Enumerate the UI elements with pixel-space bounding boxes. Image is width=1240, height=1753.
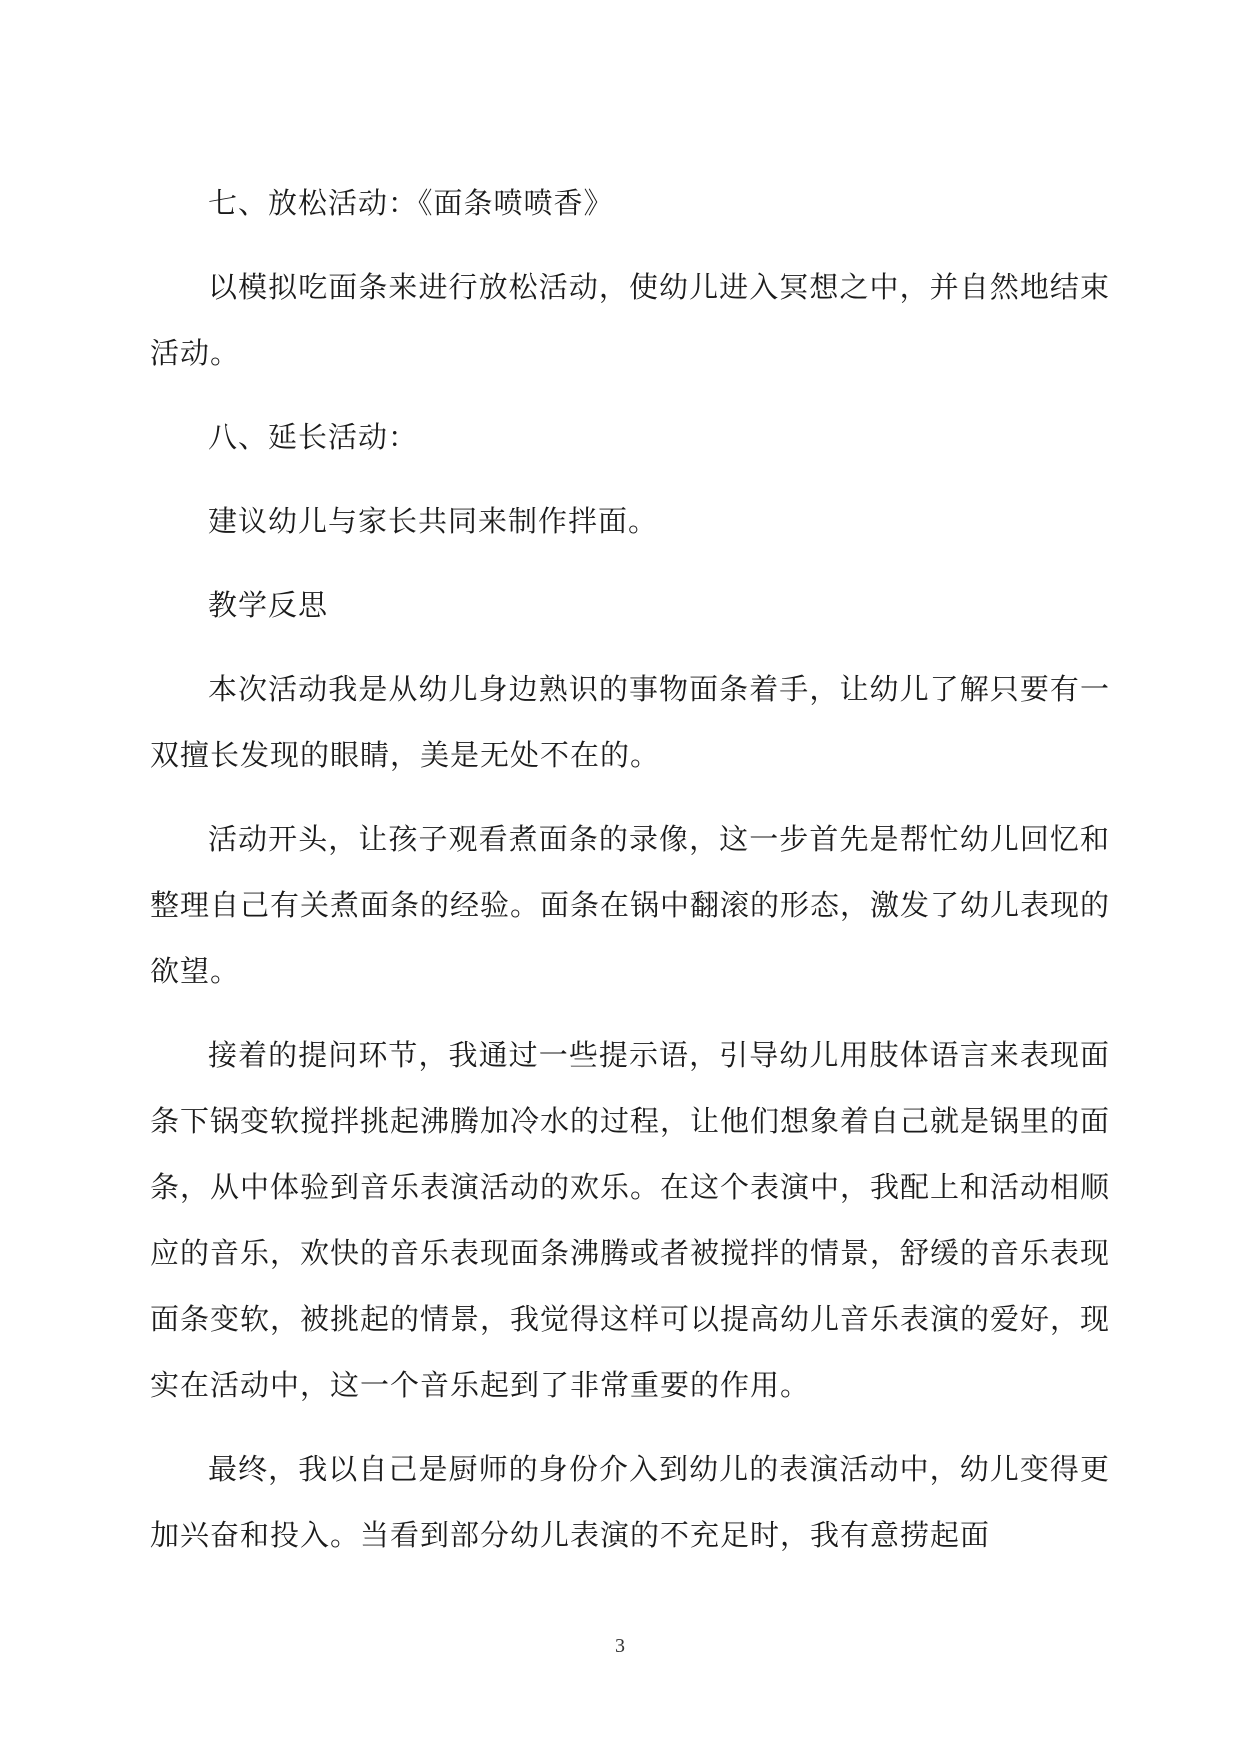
- document-body: [150, 170, 1110, 1586]
- paragraph-reflection-1: 本次活动我是从幼儿身边熟识的事物面条着手，让幼儿了解只要有一双擅长发现的眼睛，美是无处不在的。: [150, 672, 1110, 772]
- page-number: 3: [615, 1635, 625, 1657]
- section-heading-reflection: 教学反思: [208, 588, 329, 622]
- paragraph-relaxation: 以模拟吃面条来进行放松活动，使幼儿进入冥想之中，并自然地结束活动。: [150, 270, 1110, 370]
- section-heading-relaxation: 七、放松活动：《面条喷喷香》: [208, 186, 614, 220]
- paragraph-reflection-2: 活动开头，让孩子观看煮面条的录像，这一步首先是帮忙幼儿回忆和整理自己有关煮面条的经验。面条在锅中翻滚的形态，激发了幼儿表现的欲望。: [150, 822, 1111, 988]
- section-heading-extension: 八、延长活动：: [208, 420, 419, 454]
- paragraph-extension: 建议幼儿与家长共同来制作拌面。: [208, 504, 659, 538]
- paragraph-reflection-3: 接着的提问环节，我通过一些提示语，引导幼儿用肢体语言来表现面条下锅变软搅拌挑起沸腾加冷水的过程，让他们想象着自己就是锅里的面条，从中体验到音乐表演活动的欢乐。在这个表演中，我配上和活动相顺应的音乐，欢快的音乐表现面条沸腾或者被搅拌的情景，舒缓的音乐表现面条变软，被挑起的情景，我觉得这样可以提高幼儿音乐表演的爱好，现实在活动中，这一个音乐起到了非常重要的作用。: [150, 1038, 1111, 1402]
- paragraph-reflection-4: 最终，我以自己是厨师的身份介入到幼儿的表演活动中，幼儿变得更加兴奋和投入。当看到部分幼儿表演的不充足时，我有意捞起面: [150, 1452, 1110, 1552]
